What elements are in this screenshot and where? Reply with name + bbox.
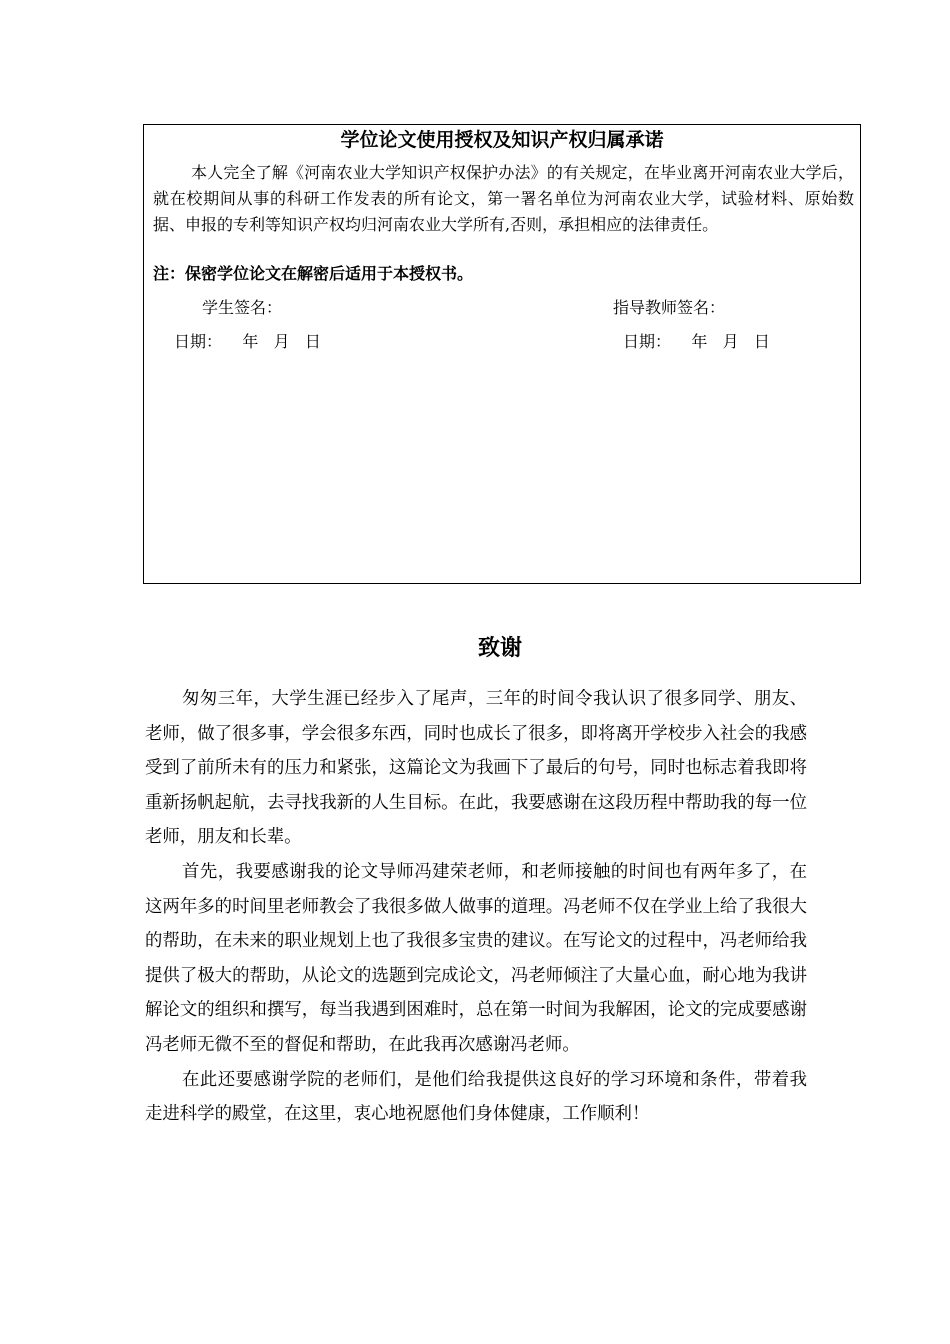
authorization-box <box>143 124 861 584</box>
acknowledgement-paragraph: 首先，我要感谢我的论文导师冯建荣老师，和老师接触的时间也有两年多了，在这两年多的时间里老师教会了我很多做人做事的道理。冯老师不仅在学业上给了我很大的帮助，在未来的职业规划上也了我很多宝贵的建议。在写论文的过程中，冯老师给我提供了极大的帮助，从论文的选题到完成论文，冯老师倾注了大量心血，耐心地为我讲解论文的组织和撰写，每当我遇到困难时，总在第一时间为我解困，论文的完成要感谢冯老师无微不至的督促和帮助，在此我再次感谢冯老师。 <box>145 861 807 1055</box>
confidentiality-note: 注：保密学位论文在解密后适用于本授权书。 <box>153 264 474 283</box>
acknowledgement-paragraph: 在此还要感谢学院的老师们，是他们给我提供这良好的学习环境和条件，带着我走进科学的殿堂，在这里，衷心地祝愿他们身体健康，工作顺利！ <box>145 1069 807 1125</box>
advisor-signature-label: 指导教师签名： <box>613 298 726 317</box>
acknowledgement-title: 致谢 <box>477 636 522 661</box>
acknowledgement-body <box>145 682 807 1132</box>
student-date-line: 日期： 年 月 日 <box>174 332 321 351</box>
advisor-date-line: 日期： 年 月 日 <box>623 332 770 351</box>
authorization-title: 学位论文使用授权及知识产权归属承诺 <box>340 129 664 151</box>
student-signature-label: 学生签名： <box>202 298 283 317</box>
authorization-statement: 本人完全了解《河南农业大学知识产权保护办法》的有关规定，在毕业离开河南农业大学后，就在校期间从事的科研工作发表的所有论文，第一署名单位为河南农业大学，试验材料、原始数据、申报的专利等知识产权均归河南农业大学所有,否则，承担相应的法律责任。 <box>153 163 854 234</box>
acknowledgement-paragraph: 匆匆三年，大学生涯已经步入了尾声，三年的时间令我认识了很多同学、朋友、老师，做了很多事，学会很多东西，同时也成长了很多，即将离开学校步入社会的我感受到了前所未有的压力和紧张，这篇论文为我画下了最后的句号，同时也标志着我即将重新扬帆起航，去寻找我新的人生目标。在此，我要感谢在这段历程中帮助我的每一位老师，朋友和长辈。 <box>145 689 807 848</box>
